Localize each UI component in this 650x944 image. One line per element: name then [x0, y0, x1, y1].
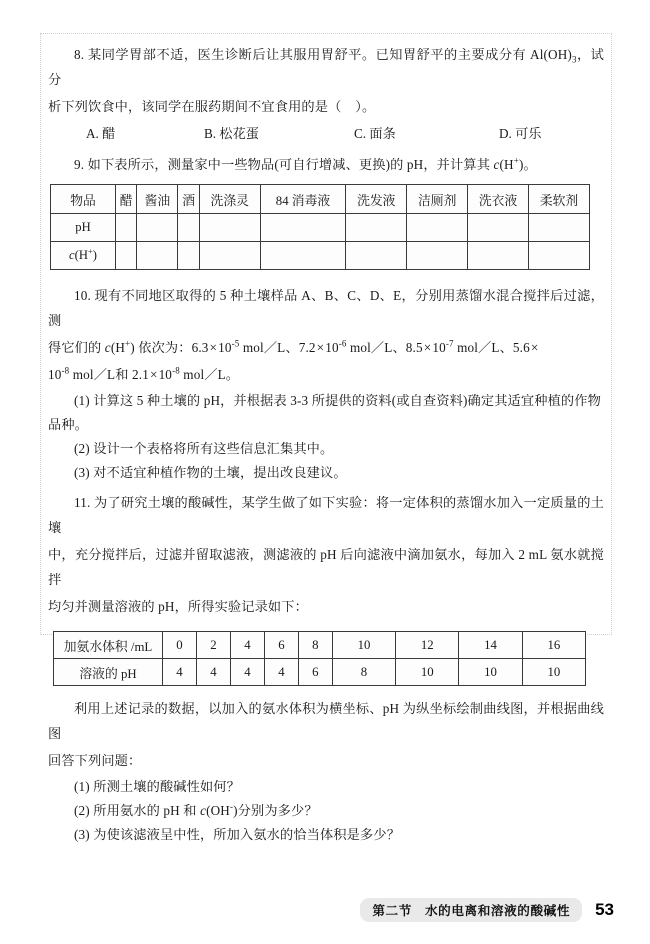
blank-cell[interactable] — [199, 242, 260, 270]
page-footer — [360, 898, 614, 922]
item-header-cell: 洗涤灵 — [199, 185, 260, 214]
blank-cell[interactable] — [468, 242, 529, 270]
volume-cell: 16 — [522, 632, 585, 659]
table-row — [51, 242, 590, 270]
table-header-row — [51, 185, 590, 214]
row-label-ch: c(H+) — [51, 242, 116, 270]
blank-cell[interactable] — [529, 214, 590, 242]
item-header-cell: 酒 — [178, 185, 199, 214]
table-row-ph — [54, 659, 586, 686]
q8-choice-a: A. 醋 — [86, 126, 116, 141]
q11-sub-3: (3) 为使该滤液呈中性，所加入氨水的恰当体积是多少？ — [74, 827, 401, 842]
blank-cell[interactable] — [468, 214, 529, 242]
item-header-cell: 洁厕剂 — [407, 185, 468, 214]
volume-cell: 4 — [230, 632, 264, 659]
q10-sub-1-cont: 品种。 — [48, 417, 89, 432]
volume-cell: 12 — [396, 632, 459, 659]
q11-line-3: 均匀并测量溶液的 pH，所得实验记录如下： — [48, 599, 308, 614]
blank-cell[interactable] — [137, 214, 178, 242]
blank-cell[interactable] — [137, 242, 178, 270]
item-header-cell: 洗发液 — [346, 185, 407, 214]
blank-cell[interactable] — [346, 214, 407, 242]
item-header-cell: 洗衣液 — [468, 185, 529, 214]
volume-cell: 2 — [196, 632, 230, 659]
q8-choice-c: C. 面条 — [354, 126, 396, 141]
blank-cell[interactable] — [407, 214, 468, 242]
row-label-ph: pH — [51, 214, 116, 242]
ph-cell: 4 — [163, 659, 197, 686]
q8-choice-d: D. 可乐 — [499, 126, 542, 141]
q10-sub-2: (2) 设计一个表格将所有这些信息汇集其中。 — [74, 441, 334, 456]
volume-cell: 14 — [459, 632, 522, 659]
item-header-cell: 醋 — [116, 185, 137, 214]
items-header-label: 物品 — [51, 185, 116, 214]
q11-closing-1: 利用上述记录的数据，以加入的氨水体积为横坐标、pH 为纵坐标绘制曲线图，并根据曲线图 — [48, 701, 604, 741]
item-header-cell: 酱油 — [137, 185, 178, 214]
row-label-volume: 加氨水体积 /mL — [54, 632, 163, 659]
q8-choice-b: B. 松花蛋 — [204, 126, 259, 141]
blank-cell[interactable] — [199, 214, 260, 242]
q11-line-1: 11. 为了研究土壤的酸碱性，某学生做了如下实验：将一定体积的蒸馏水加入一定质量的土壤 — [48, 495, 604, 535]
q11-sub-2: (2) 所用氨水的 pH 和 c(OH-)分别为多少？ — [74, 801, 318, 818]
q10-line-1: 10. 现有不同地区取得的 5 种土壤样品 A、B、C、D、E，分别用蒸馏水混合搅拌后过滤，测 — [48, 288, 604, 328]
volume-cell: 6 — [264, 632, 298, 659]
blank-cell[interactable] — [346, 242, 407, 270]
volume-cell: 0 — [163, 632, 197, 659]
blank-cell[interactable] — [116, 242, 137, 270]
ph-cell: 4 — [230, 659, 264, 686]
blank-cell[interactable] — [407, 242, 468, 270]
q8-line-2: 析下列饮食中，该同学在服药期间不宜食用的是（ ）。 — [48, 99, 376, 114]
ph-cell: 4 — [264, 659, 298, 686]
q9-stem: 9. 如下表所示，测量家中一些物品(可自行增减、更换)的 pH，并计算其 c(H+)。 — [74, 155, 537, 172]
footer-section-label: 第二节 — [372, 904, 412, 918]
question-11 — [48, 490, 604, 847]
ph-cell: 10 — [459, 659, 522, 686]
blank-cell[interactable] — [529, 242, 590, 270]
ph-cell: 10 — [396, 659, 459, 686]
row-label-solution-ph: 溶液的 pH — [54, 659, 163, 686]
q10-sub-1: (1) 计算这 5 种土壤的 pH，并根据表 3-3 所提供的资料(或自查资料)确定其适宜种植的作物 — [74, 393, 601, 408]
volume-cell: 10 — [332, 632, 395, 659]
ph-cell: 4 — [196, 659, 230, 686]
q10-sub-3: (3) 对不适宜种植作物的土壤，提出改良建议。 — [74, 465, 347, 480]
item-header-cell: 柔软剂 — [529, 185, 590, 214]
q10-line-2: 得它们的 c(H+) 依次为：$6.3\times 10^{-5}$ mol／L、$7.2\times 10^{-6}$ mol／L、$8.5\times 10^{-7}$ mol／L、5.6× — [48, 338, 539, 355]
footer-chapter-band — [360, 898, 582, 922]
q11-line-2: 中，充分搅拌后，过滤并留取滤液，测滤液的 pH 后向滤液中滴加氨水，每加入 2 mL 氨水就搅拌 — [48, 547, 604, 587]
ammonia-ph-data-table — [53, 631, 586, 686]
household-items-table — [50, 184, 590, 270]
page-number: 53 — [595, 900, 614, 919]
question-10 — [48, 283, 604, 485]
footer-section-title: 水的电离和溶液的酸碱性 — [424, 904, 571, 918]
volume-cell: 8 — [298, 632, 332, 659]
ph-cell: 8 — [332, 659, 395, 686]
q8-choices — [48, 121, 604, 147]
blank-cell[interactable] — [116, 214, 137, 242]
item-header-cell: 84 消毒液 — [260, 185, 346, 214]
q11-closing-2: 回答下列问题： — [48, 753, 142, 768]
blank-cell[interactable] — [260, 214, 346, 242]
q11-sub-1: (1) 所测土壤的酸碱性如何？ — [74, 779, 240, 794]
question-8 — [48, 42, 604, 147]
q8-line-1: 8. 某同学胃部不适，医生诊断后让其服用胃舒平。已知胃舒平的主要成分有 $Al(OH)_3$，试分 — [48, 47, 604, 87]
blank-cell[interactable] — [260, 242, 346, 270]
table-row — [51, 214, 590, 242]
page-content — [48, 42, 604, 847]
blank-cell[interactable] — [178, 242, 199, 270]
table-row-volume — [54, 632, 586, 659]
question-9 — [48, 152, 604, 270]
q10-line-3: $10^{-8}$ mol／L和 $2.1\times 10^{-8}$ mol／L。 — [48, 365, 240, 382]
ph-cell: 6 — [298, 659, 332, 686]
ph-cell: 10 — [522, 659, 585, 686]
blank-cell[interactable] — [178, 214, 199, 242]
